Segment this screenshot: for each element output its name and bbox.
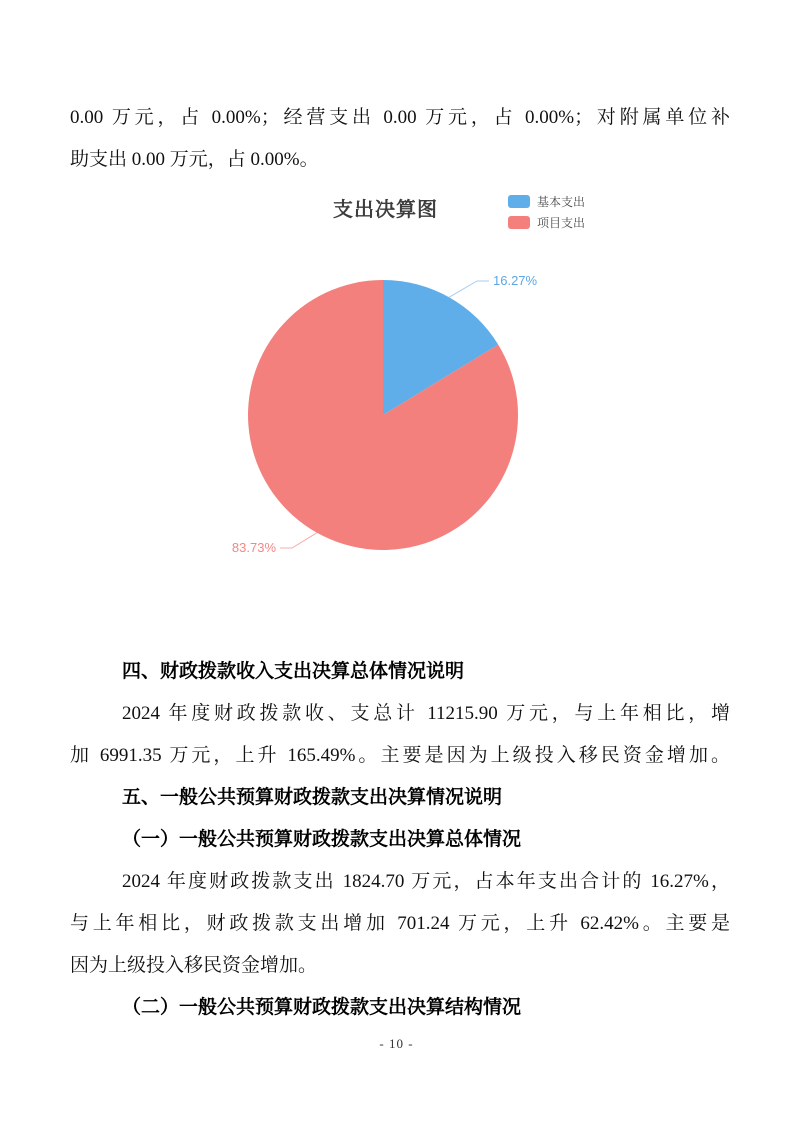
expenditure-pie-chart bbox=[70, 181, 730, 651]
chart-title: 支出决算图 bbox=[333, 199, 438, 221]
intro-line: 助支出 0.00 万元，占 0.00%。 bbox=[70, 149, 319, 170]
section4-line: 2024 年度财政拨款收、支总计 11215.90 万元，与上年相比，增 bbox=[122, 703, 730, 724]
page-content bbox=[70, 97, 730, 1029]
pie-chart-svg bbox=[70, 181, 730, 651]
section4-line: 加 6991.35 万元，上升 165.49%。主要是因为上级投入移民资金增加。 bbox=[70, 745, 730, 766]
section5-sub1-heading: （一）一般公共预算财政拨款支出决算总体情况 bbox=[122, 829, 522, 850]
pie-leader-line-project bbox=[280, 533, 317, 548]
section5-sub2-heading: （二）一般公共预算财政拨款支出决算结构情况 bbox=[122, 997, 522, 1018]
pie-label-project: 83.73% bbox=[231, 540, 276, 555]
legend-label: 基本支出 bbox=[537, 195, 586, 209]
section5-line: 因为上级投入移民资金增加。 bbox=[70, 955, 318, 976]
intro-line: 0.00 万元，占 0.00%；经营支出 0.00 万元，占 0.00%；对附属单位补 bbox=[70, 107, 730, 128]
section4-heading: 四、财政拨款收入支出决算总体情况说明 bbox=[122, 661, 465, 682]
section5-heading: 五、一般公共预算财政拨款支出决算情况说明 bbox=[122, 787, 503, 808]
section5-line: 2024 年度财政拨款支出 1824.70 万元，占本年支出合计的 16.27%， bbox=[122, 871, 730, 892]
page-number: - 10 - bbox=[379, 1036, 414, 1051]
legend-label: 项目支出 bbox=[537, 216, 586, 230]
pie-leader-line-basic bbox=[449, 281, 489, 297]
pie-label-basic: 16.27% bbox=[493, 273, 538, 288]
section5-line: 与上年相比，财政拨款支出增加 701.24 万元，上升 62.42%。主要是 bbox=[70, 913, 730, 934]
